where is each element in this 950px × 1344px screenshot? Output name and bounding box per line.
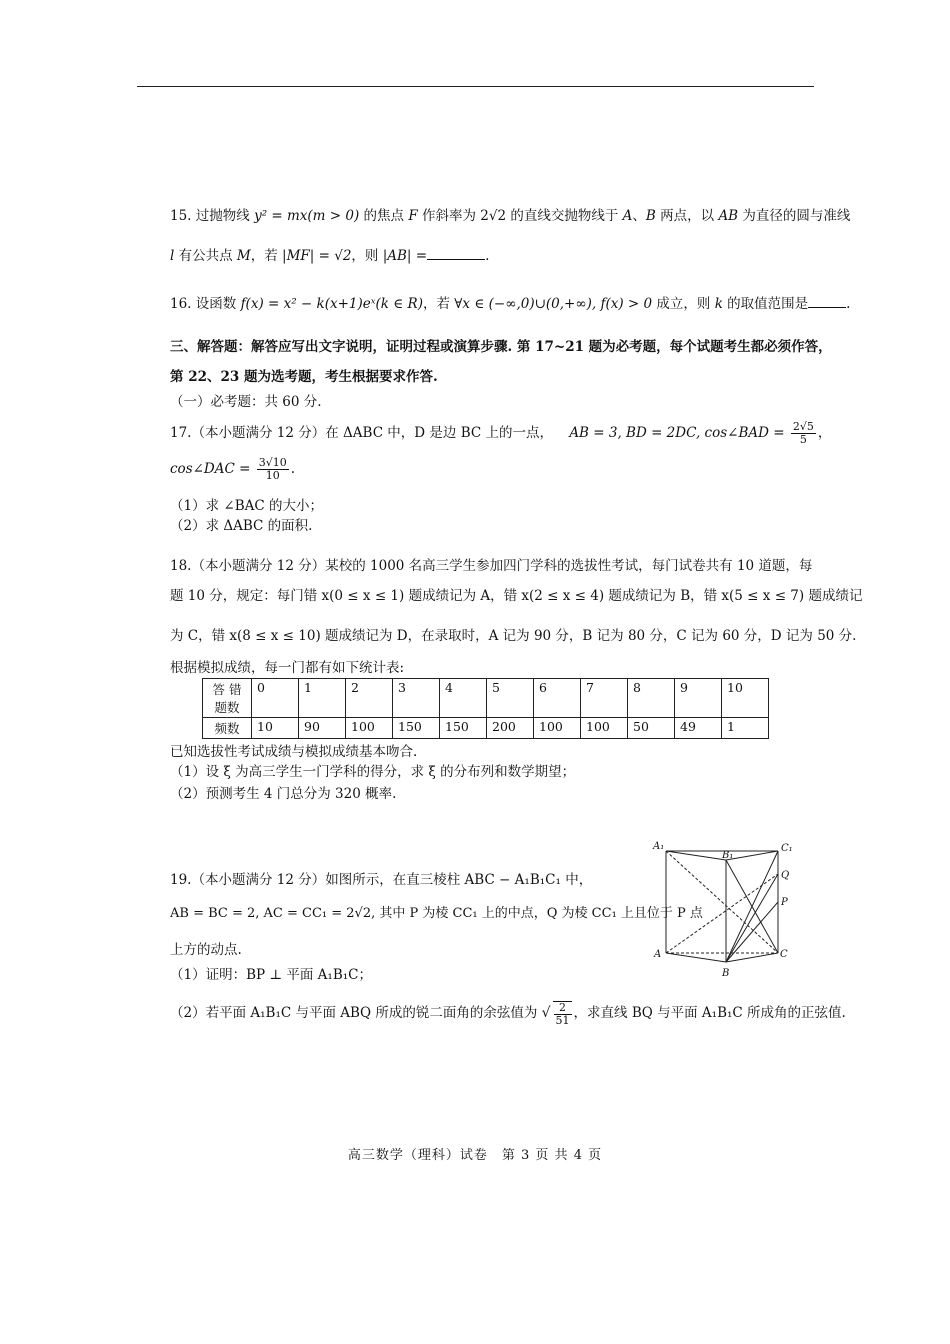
table-cell: 3 — [393, 679, 440, 718]
table-cell: 0 — [252, 679, 299, 718]
table-cell: 90 — [299, 718, 346, 739]
edge-b1c1 — [726, 851, 778, 860]
section3-heading-line1: 三、解答题：解答应写出文字说明，证明过程或演算步骤. 第 17~21 题为必考题，每个试题考生都必须作答， — [170, 339, 832, 355]
prism-figure — [648, 836, 798, 986]
table-cell: 4 — [440, 679, 487, 718]
q19-part1: （1）证明：BP ⊥ 平面 A₁B₁C； — [170, 967, 372, 983]
q18-line1: 18.（本小题满分 12 分）某校的 1000 名高三学生参加四门学科的选拔性考试，每门试卷共有 10 道题，每 — [170, 558, 813, 574]
q19-line3: 上方的动点. — [170, 942, 242, 958]
q17-fraction-2: $\frac{3√10}{10}$ — [258, 456, 287, 482]
table-cell: 50 — [628, 718, 675, 739]
table-cell: 1 — [722, 718, 769, 739]
q17-fraction-1: $\frac{2√5}{5}$ — [792, 420, 814, 446]
page-footer: 高三数学（理科）试卷 第 3 页 共 4 页 — [347, 1148, 603, 1163]
table-cell: 6 — [534, 679, 581, 718]
section3-subheading: （一）必考题：共 60 分. — [170, 394, 322, 410]
q19-line2: AB = BC = 2, AC = CC₁ = 2√2, 其中 P 为棱 CC₁ 上的中点，Q 为棱 CC₁ 上且位于 P 点 — [170, 906, 703, 921]
table-cell: 10 — [252, 718, 299, 739]
table-cell: 9 — [675, 679, 722, 718]
q16-line1: 16. 设函数 f(x) = x² − k(x+1)eˣ(k ∈ R)，若 ∀x ∈ (−∞,0)∪(0,+∞), f(x) > 0 成立，则 k 的取值范围是 . — [170, 296, 851, 312]
label-c: C — [780, 949, 788, 960]
label-b1: B₁ — [722, 850, 734, 861]
q18-after-table: 已知选拔性考试成绩与模拟成绩基本吻合. — [170, 744, 418, 760]
q19-line1: 19.（本小题满分 12 分）如图所示，在直三棱柱 ABC − A₁B₁C₁ 中， — [170, 872, 593, 888]
table-cell: 8 — [628, 679, 675, 718]
label-a: A — [654, 949, 662, 960]
q18-stats-table — [202, 678, 769, 739]
table-row — [203, 679, 769, 718]
table-cell: 100 — [534, 718, 581, 739]
table-cell: 100 — [581, 718, 628, 739]
section3-heading-line2: 第 22、23 题为选考题，考生根据要求作答. — [170, 369, 438, 385]
table-row — [203, 718, 769, 739]
q17-part2: （2）求 ΔABC 的面积. — [170, 518, 313, 534]
q17-part1: （1）求 ∠BAC 的大小； — [170, 498, 323, 514]
q19-fraction: $\frac{2}{51}$ — [553, 1001, 572, 1027]
line-bq — [726, 874, 778, 962]
q18-part1: （1）设 ξ 为高三学生一门学科的得分，求 ξ 的分布列和数学期望； — [170, 764, 576, 780]
q18-table-intro: 根据模拟成绩，每一门都有如下统计表: — [170, 660, 405, 676]
table-cell: 5 — [487, 679, 534, 718]
table-cell: 49 — [675, 718, 722, 739]
q18-line3: 为 C，错 x(8 ≤ x ≤ 10) 题成绩记为 D，在录取时，A 记为 90 分，B 记为 80 分，C 记为 60 分，D 记为 50 分. — [170, 628, 857, 644]
q17-cos-line: cos∠DAC = $\frac{3√10}{10}$ . — [170, 456, 296, 482]
table-cell: 150 — [393, 718, 440, 739]
q15-answer-blank[interactable] — [427, 247, 485, 260]
q18-part2: （2）预测考生 4 门总分为 320 概率. — [170, 786, 397, 802]
label-a1: A₁ — [653, 841, 665, 852]
table-cell: 200 — [487, 718, 534, 739]
table-cell: 10 — [722, 679, 769, 718]
q16-answer-blank[interactable] — [808, 295, 846, 308]
edge-ab — [666, 953, 726, 962]
table-cell: 150 — [440, 718, 487, 739]
table-cell: 100 — [346, 718, 393, 739]
edge-bc — [726, 953, 778, 962]
table-header-cell: 答 错 题数 — [203, 679, 252, 718]
table-cell: 2 — [346, 679, 393, 718]
header-rule — [137, 86, 814, 87]
label-c1: C₁ — [781, 843, 793, 854]
q17-intro: 17.（本小题满分 12 分）在 ΔABC 中，D 是边 BC 上的一点， AB = 3, BD = 2DC, cos∠BAD = $\frac{2√5}{5}$ ， — [170, 420, 832, 446]
table-cell: 1 — [299, 679, 346, 718]
table-header-cell: 频数 — [203, 718, 252, 739]
q15-line2: l 有公共点 M，若 |MF| = √2，则 |AB| = . — [170, 248, 490, 264]
table-cell: 7 — [581, 679, 628, 718]
label-p: P — [781, 897, 788, 908]
q18-line2: 题 10 分，规定：每门错 x(0 ≤ x ≤ 1) 题成绩记为 A，错 x(2 ≤ x ≤ 4) 题成绩记为 B，错 x(5 ≤ x ≤ 7) 题成绩记 — [170, 588, 863, 604]
label-q: Q — [781, 870, 790, 881]
q19-part2: （2）若平面 A₁B₁C 与平面 ABQ 所成的锐二面角的余弦值为 √ $\frac{2}{51}$ ，求直线 BQ 与平面 A₁B₁C 所成角的正弦值. — [170, 1000, 846, 1027]
q15-line1: 15. 过抛物线 y² = mx(m > 0) 的焦点 F 作斜率为 2√2 的直线交抛物线于 A、B 两点，以 AB 为直径的圆与准线 — [170, 208, 851, 224]
label-b: B — [722, 968, 730, 979]
